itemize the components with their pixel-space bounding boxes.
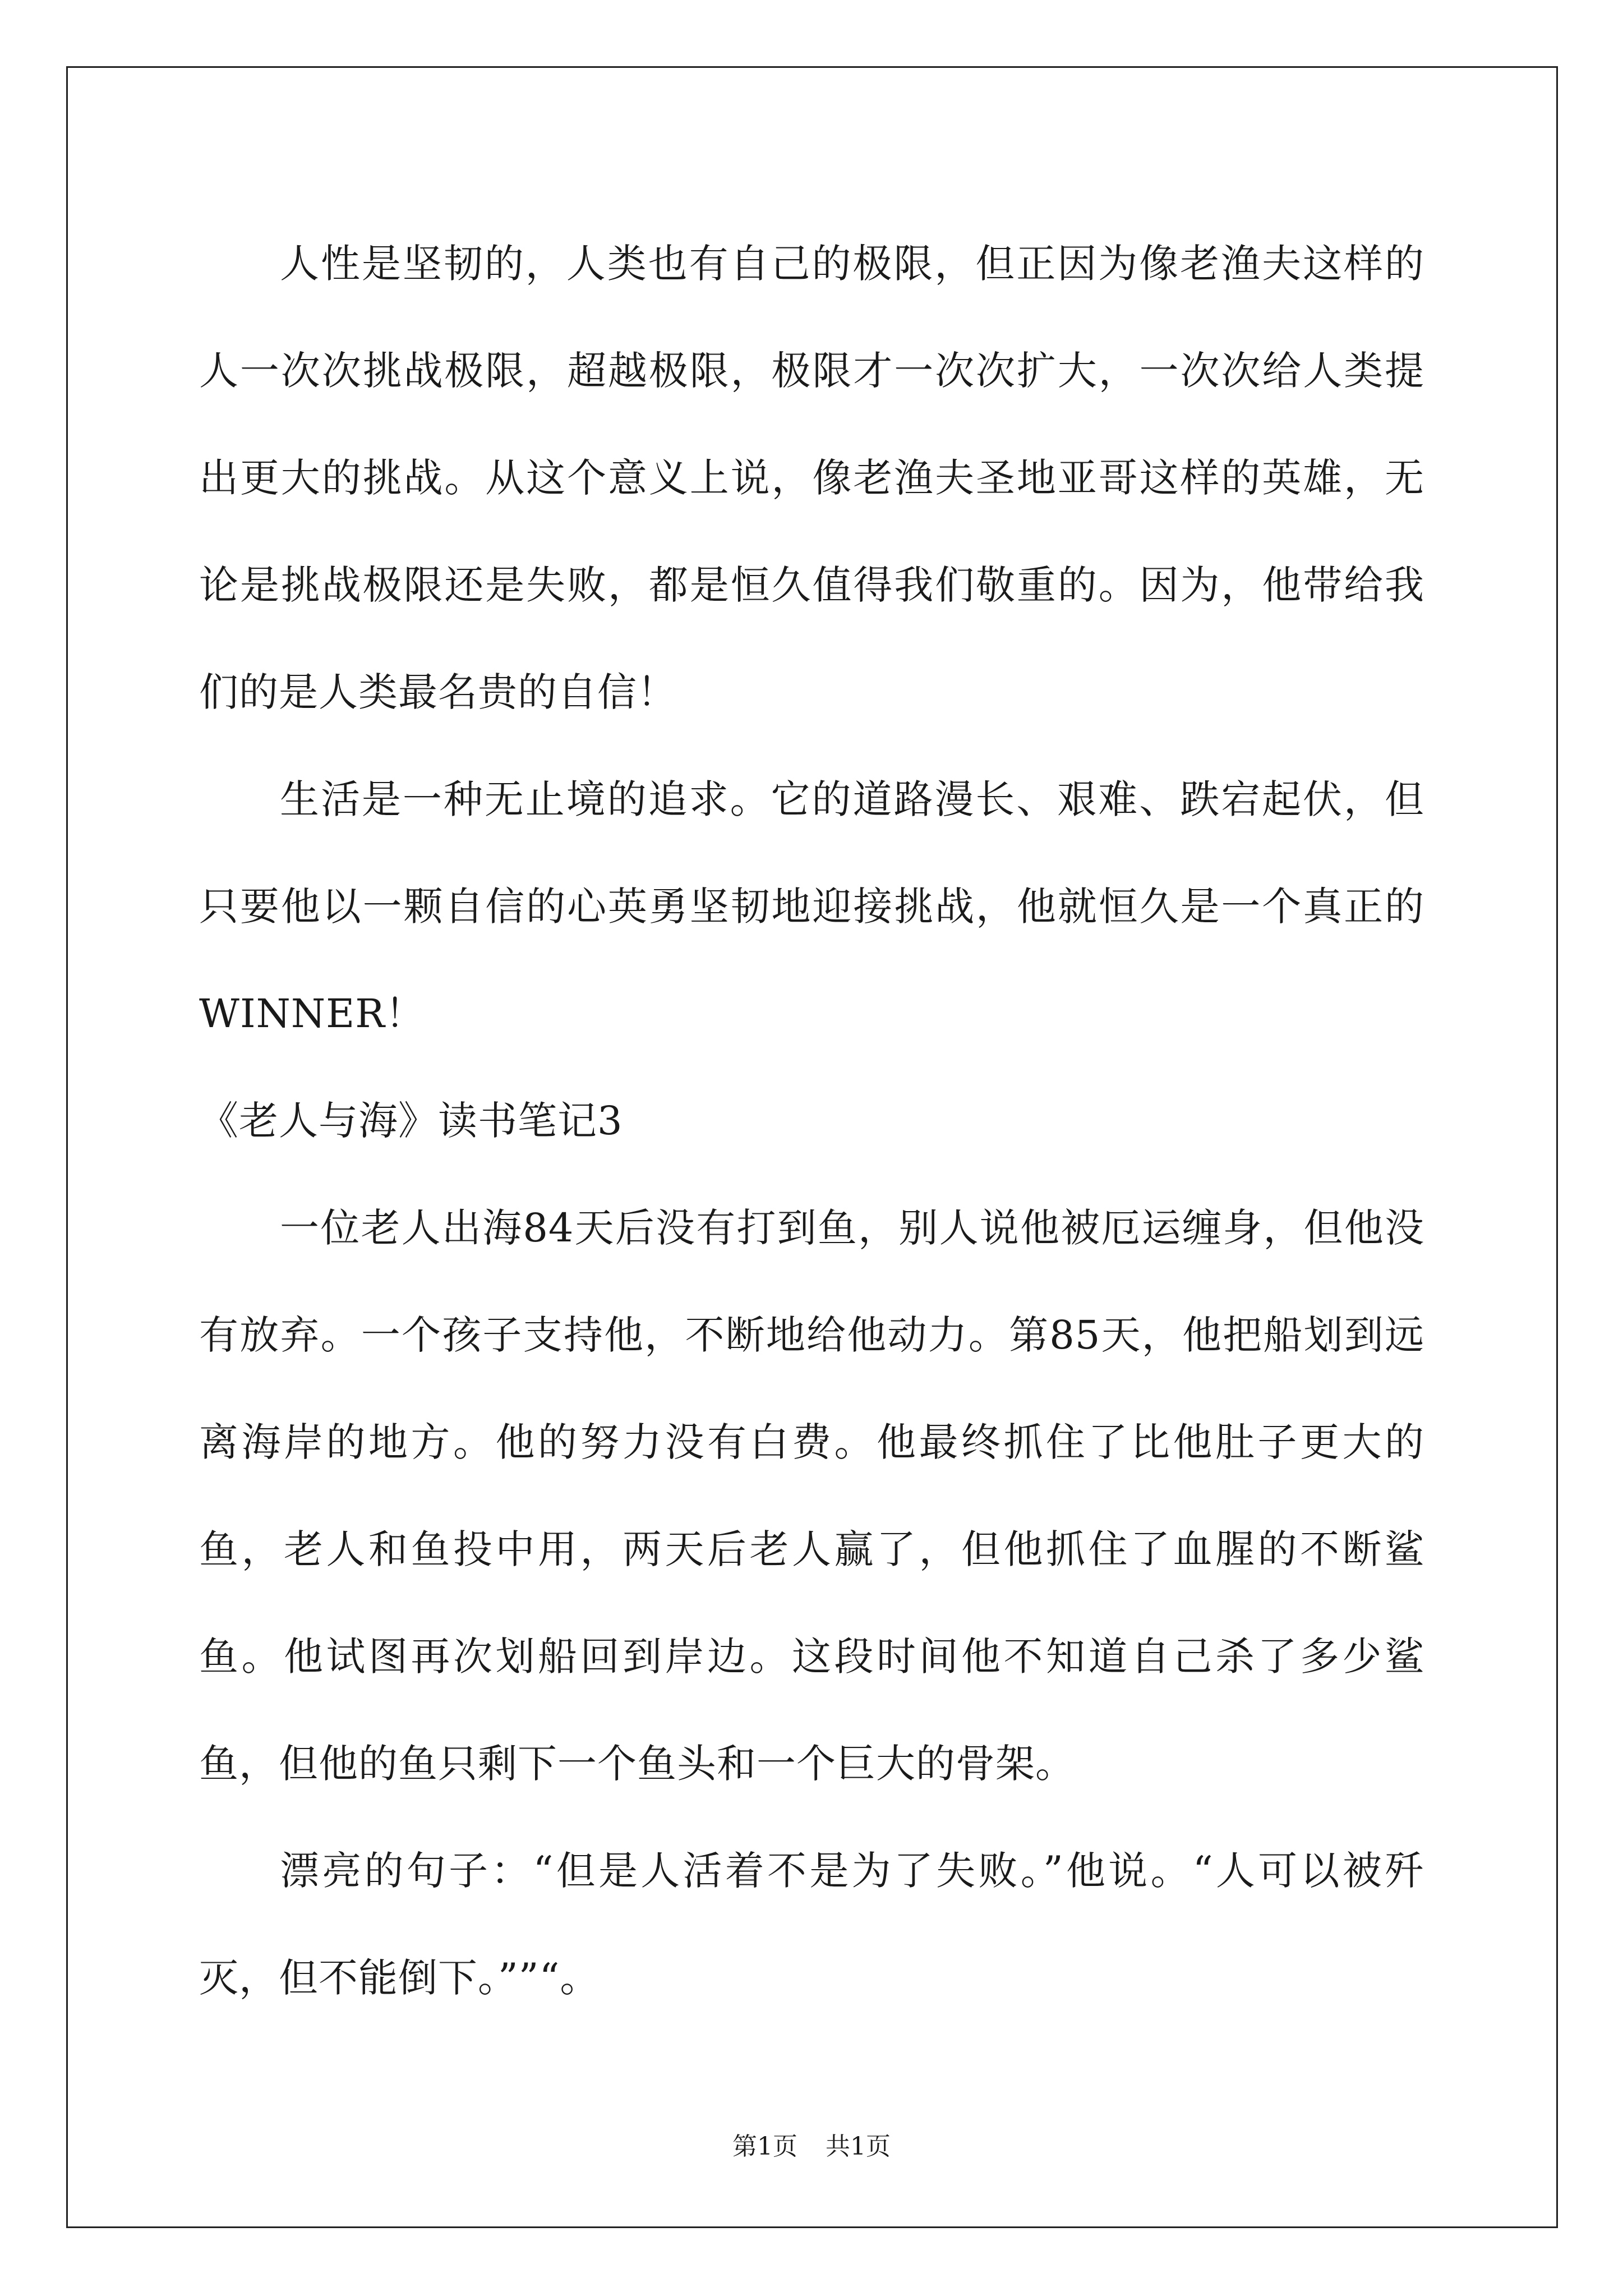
paragraph-quote: 漂亮的句子：“但是人活着不是为了失败。”他说。“人可以被歼灭，但不能倒下。””“。 — [199, 1848, 1424, 2001]
page-total: 共1页 — [826, 2132, 891, 2161]
page-footer — [0, 2126, 1623, 2162]
document-body — [199, 210, 1424, 2032]
paragraph-summary: 一位老人出海84天后没有打到鱼，别人说他被厄运缠身，但他没有放弃。一个孩子支持他，不断地给他动力。第85天，他把船划到远离海岸的地方。他的努力没有白费。他最终抓住了比他肚子更大的鱼，老人和鱼投中用，两天后老人赢了，但他抓住了血腥的不断鲨鱼。他试图再次划船回到岸边。这段时间他不知道自己杀了多少鲨鱼，但他的鱼只剩下一个鱼头和一个巨大的骨架。 — [199, 1205, 1424, 1787]
paragraph-pursuit: 生活是一种无止境的追求。它的道路漫长、艰难、跌宕起伏，但只要他以一颗自信的心英勇坚韧地迎接挑战，他就恒久是一个真正的WINNER！ — [199, 776, 1424, 1037]
paragraph-resilience: 人性是坚韧的，人类也有自己的极限，但正因为像老渔夫这样的人一次次挑战极限，超越极限，极限才一次次扩大，一次次给人类提出更大的挑战。从这个意义上说，像老渔夫圣地亚哥这样的英雄，无论是挑战极限还是失败，都是恒久值得我们敬重的。因为，他带给我们的是人类最名贵的自信！ — [199, 241, 1424, 715]
page-number: 第1页 — [732, 2132, 797, 2161]
section-heading: 《老人与海》读书笔记3 — [199, 1098, 623, 1144]
